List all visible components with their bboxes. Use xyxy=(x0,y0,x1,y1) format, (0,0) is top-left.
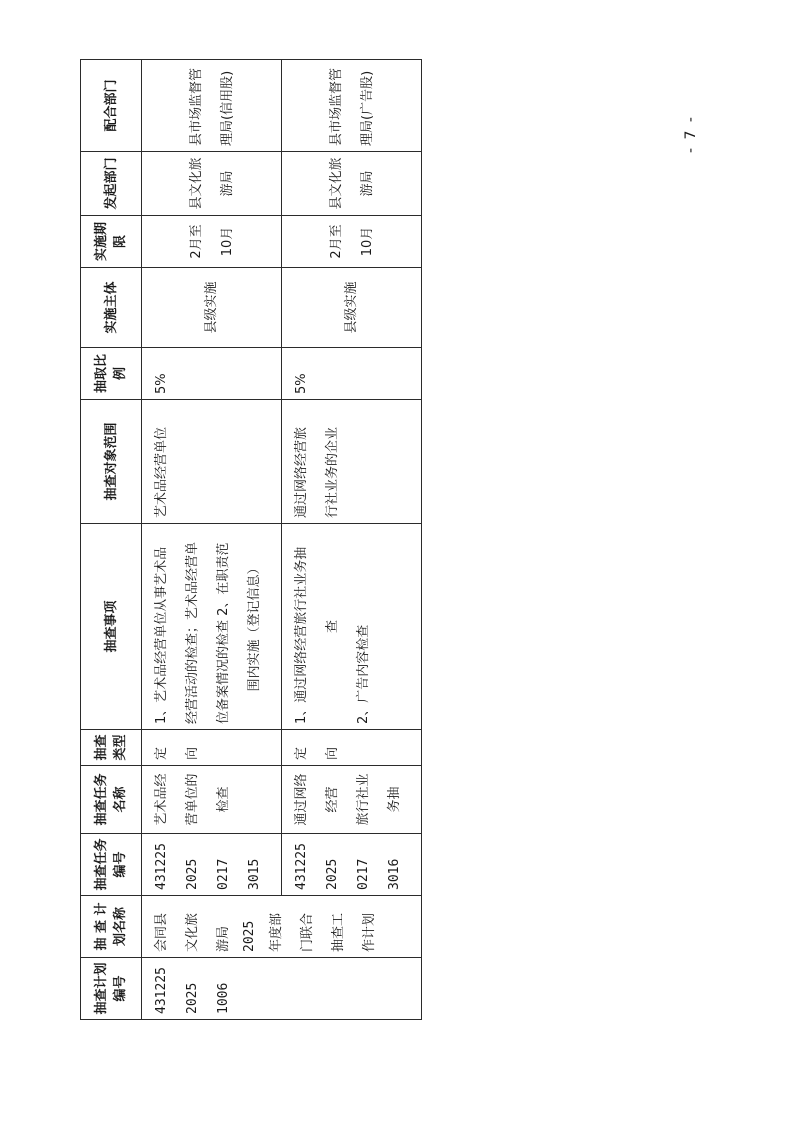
table-row xyxy=(142,60,282,1020)
ratio-cell: 5% xyxy=(142,348,282,400)
task-code-cell: 431225 2025 0217 3016 xyxy=(282,834,422,896)
page-number: - 7 - xyxy=(682,115,699,153)
items-cell: 1、通过网络经营旅行社业务抽 查 2、广告内容检查 xyxy=(282,524,422,730)
col-header-type: 抽查类型 xyxy=(81,730,142,766)
inspection-plan-table xyxy=(80,59,422,1020)
table-row xyxy=(282,60,422,1020)
col-header-initiator: 发起部门 xyxy=(81,152,142,216)
col-header-ratio: 抽取比例 xyxy=(81,348,142,400)
plan-code-cell: 431225 2025 1006 xyxy=(142,958,422,1020)
col-header-plan-name: 抽 查 计划名称 xyxy=(81,896,142,958)
col-header-task-code: 抽查任务编号 xyxy=(81,834,142,896)
scope-cell: 通过网络经营旅 行社业务的企业 xyxy=(282,400,422,524)
col-header-executor: 实施主体 xyxy=(81,268,142,348)
cooperator-cell: 县市场监督管 理局(信用股) xyxy=(142,60,282,152)
initiator-cell: 县文化旅 游局 xyxy=(142,152,282,216)
inspection-table-rotated xyxy=(80,67,422,1020)
col-header-task-name: 抽查任务名称 xyxy=(81,766,142,834)
col-header-period: 实施期限 xyxy=(81,216,142,268)
period-cell: 2月至 10月 xyxy=(282,216,422,268)
task-name-cell: 通过网络 经营 旅行社业 务抽 xyxy=(282,766,422,834)
type-cell: 定向 xyxy=(282,730,422,766)
col-header-plan-code: 抽查计划编号 xyxy=(81,958,142,1020)
header-row xyxy=(81,60,142,1020)
cooperator-cell: 县市场监督管 理局(广告股) xyxy=(282,60,422,152)
initiator-cell: 县文化旅 游局 xyxy=(282,152,422,216)
col-header-scope: 抽查对象范围 xyxy=(81,400,142,524)
task-code-cell: 431225 2025 0217 3015 xyxy=(142,834,282,896)
period-cell: 2月至 10月 xyxy=(142,216,282,268)
executor-cell: 县级实施 xyxy=(142,268,282,348)
col-header-cooperator: 配合部门 xyxy=(81,60,142,152)
ratio-cell: 5% xyxy=(282,348,422,400)
plan-name-cell: 会同县 文化旅 游局 2025 年度部 门联合 抽查工 作计划 xyxy=(142,896,422,958)
task-name-cell: 艺术品经 营单位的 检查 xyxy=(142,766,282,834)
type-cell: 定向 xyxy=(142,730,282,766)
col-header-items: 抽查事项 xyxy=(81,524,142,730)
items-cell: 1、艺术品经营单位从事艺术品 经营活动的检查；艺术品经营单 位备案情况的检查 2、在职责范 围内实施（登记信息） xyxy=(142,524,282,730)
executor-cell: 县级实施 xyxy=(282,268,422,348)
scope-cell: 艺术品经营单位 xyxy=(142,400,282,524)
